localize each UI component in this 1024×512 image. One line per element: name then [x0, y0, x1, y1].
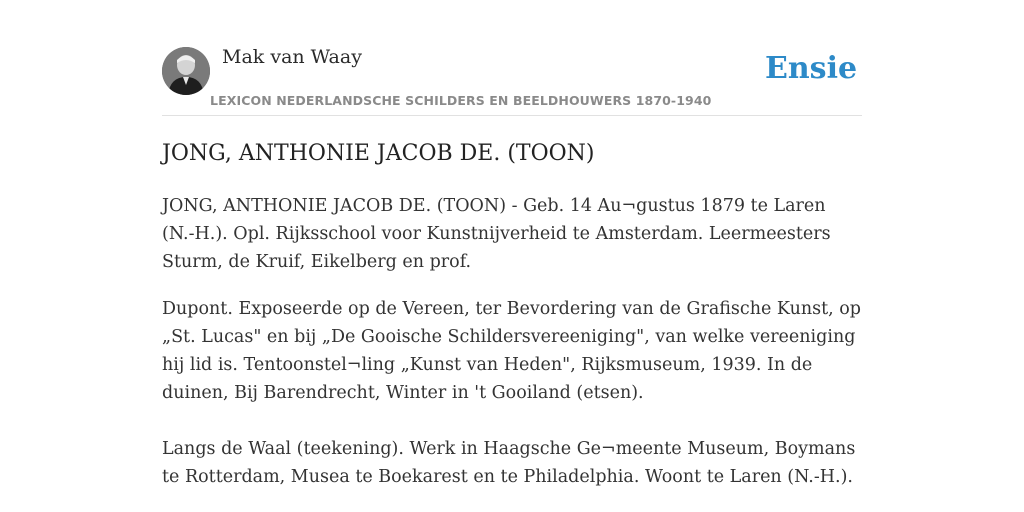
author-avatar[interactable] — [162, 47, 210, 95]
article-paragraph-2: Dupont. Exposeerde op de Vereen, ter Bevordering van de Grafische Kunst, op „St. Lucas" en bij „De Gooische Schildersvereeniging", van welke vereeniging hij lid is. Tentoonstel¬ling „Kunst van Heden", Rijksmuseum, 1939. In de duinen, Bij Barendrecht, Winter in 't Gooiland (etsen). — [162, 299, 862, 403]
portrait-icon — [162, 47, 210, 95]
article-paragraph-1: JONG, ANTHONIE JACOB DE. (TOON) - Geb. 14 Au¬gustus 1879 te Laren (N.-H.). Opl. Rijksschool voor Kunstnijverheid te Amsterdam. Leermeesters Sturm, de Kruif, Eikelberg en prof. — [162, 196, 831, 272]
article-title: JONG, ANTHONIE JACOB DE. (TOON) — [162, 141, 595, 166]
header-divider — [162, 115, 862, 116]
lexicon-subtitle[interactable]: LEXICON NEDERLANDSCHE SCHILDERS EN BEELDHOUWERS 1870-1940 — [210, 93, 712, 108]
ensie-logo[interactable]: Ensie — [765, 51, 858, 86]
author-name[interactable]: Mak van Waay — [222, 46, 362, 68]
article-paragraph-3: Langs de Waal (teekening). Werk in Haagsche Ge¬meente Museum, Boymans te Rotterdam, Musea te Boekarest en te Philadelphia. Woont te Laren (N.-H.). — [162, 439, 856, 487]
